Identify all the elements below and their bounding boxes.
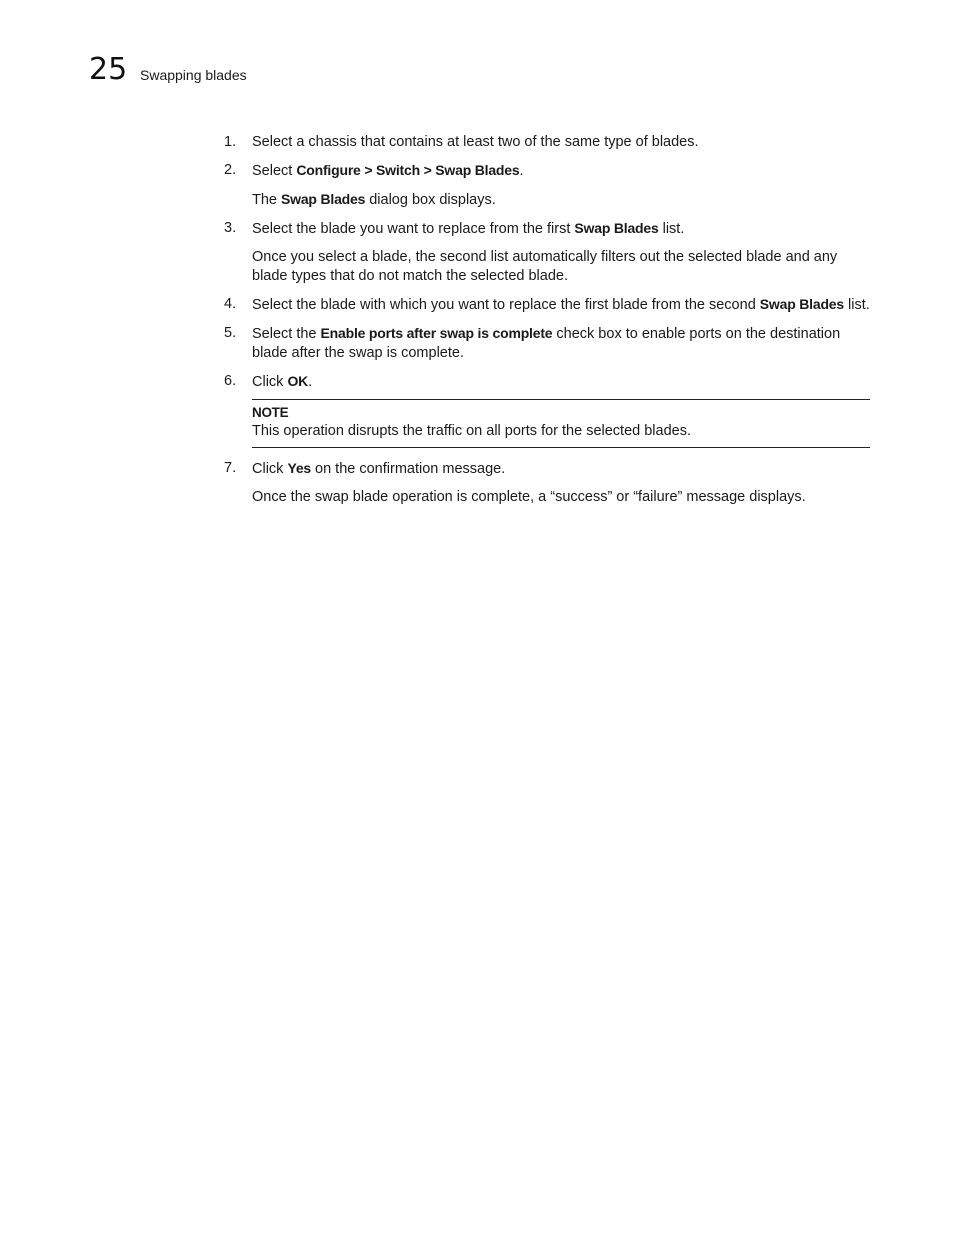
procedure-content (224, 133, 870, 507)
paragraph-text-pre: The (252, 192, 282, 208)
step-text-post: . (519, 163, 524, 179)
step-number: 5. (224, 325, 237, 341)
paragraph-after-step-3: Once you select a blade, the second list automatically filters out the selected blade and any blade types that do not match the selected blade. (252, 249, 838, 284)
step-text-post: list. (843, 297, 870, 313)
paragraph-after-step-7: Once the swap blade operation is complete, a “success” or “failure” message displays. (252, 489, 806, 505)
step-text-pre: Select the blade you want to replace from the first (252, 221, 575, 237)
step-number: 2. (224, 162, 237, 178)
paragraph-after-step-2 (224, 190, 870, 210)
step-text-pre: Select the (252, 326, 321, 342)
step-number: 3. (224, 220, 237, 236)
step-2 (224, 161, 870, 181)
step-text-post: . (308, 374, 313, 390)
dialog-name: Swap Blades (281, 191, 366, 207)
step-text-pre: Click (252, 374, 288, 390)
paragraph-text-post: dialog box displays. (365, 192, 496, 208)
step-number: 7. (224, 460, 237, 476)
note-box (252, 399, 870, 448)
step-number: 4. (224, 296, 237, 312)
step-6 (224, 372, 870, 392)
step-text-pre: Click (252, 461, 288, 477)
button-name: Yes (287, 460, 311, 476)
step-text-post: list. (658, 221, 685, 237)
chapter-number: 25 (89, 52, 128, 87)
note-label: NOTE (252, 405, 289, 420)
note-text: This operation disrupts the traffic on all ports for the selected blades. (252, 423, 692, 439)
step-1 (224, 133, 870, 152)
step-text-pre: Select (252, 163, 297, 179)
step-text-post: on the confirmation message. (311, 461, 506, 477)
list-name: Swap Blades (574, 220, 659, 236)
step-number: 6. (224, 373, 237, 389)
menu-path: Configure > Switch > Swap Blades (296, 162, 520, 178)
button-name: OK (287, 373, 309, 389)
step-3 (224, 219, 870, 239)
step-number: 1. (224, 134, 237, 150)
step-text-pre: Select the blade with which you want to replace the first blade from the second (252, 297, 760, 313)
step-4 (224, 295, 870, 315)
step-5 (224, 324, 870, 363)
list-name: Swap Blades (759, 296, 844, 312)
step-7 (224, 459, 870, 479)
checkbox-name: Enable ports after swap is complete (320, 325, 553, 341)
step-text-post: check box to enable ports on the destination blade after the swap is complete. (252, 326, 841, 361)
chapter-title: Swapping blades (140, 67, 247, 83)
step-text: Select a chassis that contains at least two of the same type of blades. (252, 134, 699, 150)
